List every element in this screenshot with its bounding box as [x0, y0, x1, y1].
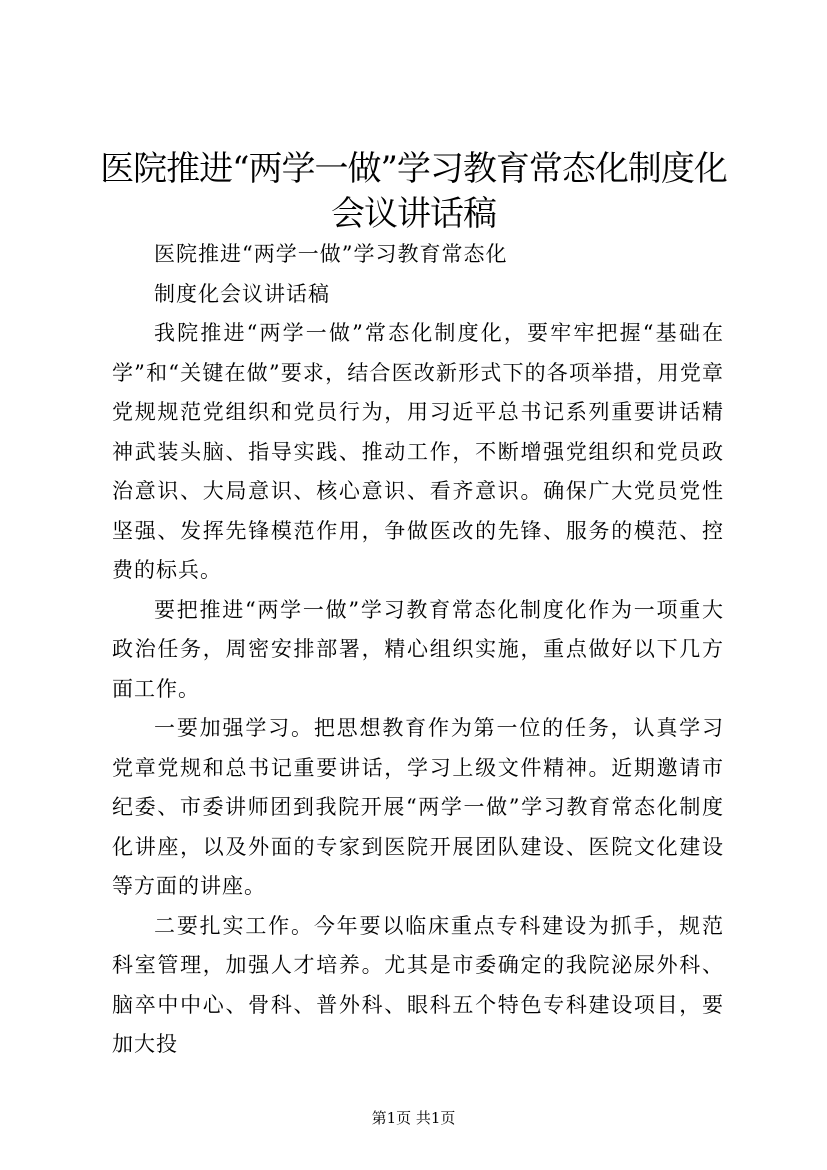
body-paragraph: 二要扎实工作。今年要以临床重点专科建设为抓手，规范科室管理，加强人才培养。尤其是市委确定的我院泌尿外科、脑卒中中心、骨科、普外科、眼科五个特色专科建设项目，要加大投	[112, 913, 724, 1056]
document-body	[112, 235, 724, 1065]
body-paragraph: 我院推进“两学一做”常态化制度化，要牢牢把握“基础在学”和“关键在做”要求，结合医改新形式下的各项举措，用党章党规规范党组织和党员行为，用习近平总书记系列重要讲话精神武装头脑、指导实践、推动工作，不断增强党组织和党员政治意识、大局意识、核心意识、看齐意识。确保广大党员党性坚强、发挥先锋模范作用，争做医改的先锋、服务的模范、控费的标兵。	[112, 321, 724, 582]
subtitle-line-1: 医院推进“两学一做”学习教育常态化	[154, 242, 508, 266]
body-paragraph: 要把推进“两学一做”学习教育常态化制度化作为一项重大政治任务，周密安排部署，精心组织实施，重点做好以下几方面工作。	[112, 597, 724, 701]
document-title	[100, 147, 727, 237]
subtitle-line-2: 制度化会议讲话稿	[154, 281, 330, 306]
title-line-2: 会议讲话稿	[331, 194, 496, 234]
title-line-1: 医院推进“两学一做”学习教育常态化制度化	[100, 149, 727, 189]
page-number-footer: 第1页 共1页	[371, 1109, 456, 1127]
body-paragraph: 一要加强学习。把思想教育作为第一位的任务，认真学习党章党规和总书记重要讲话，学习上级文件精神。近期邀请市纪委、市委讲师团到我院开展“两学一做”学习教育常态化制度化讲座，以及外面的专家到医院开展团队建设、医院文化建设等方面的讲座。	[112, 716, 724, 898]
